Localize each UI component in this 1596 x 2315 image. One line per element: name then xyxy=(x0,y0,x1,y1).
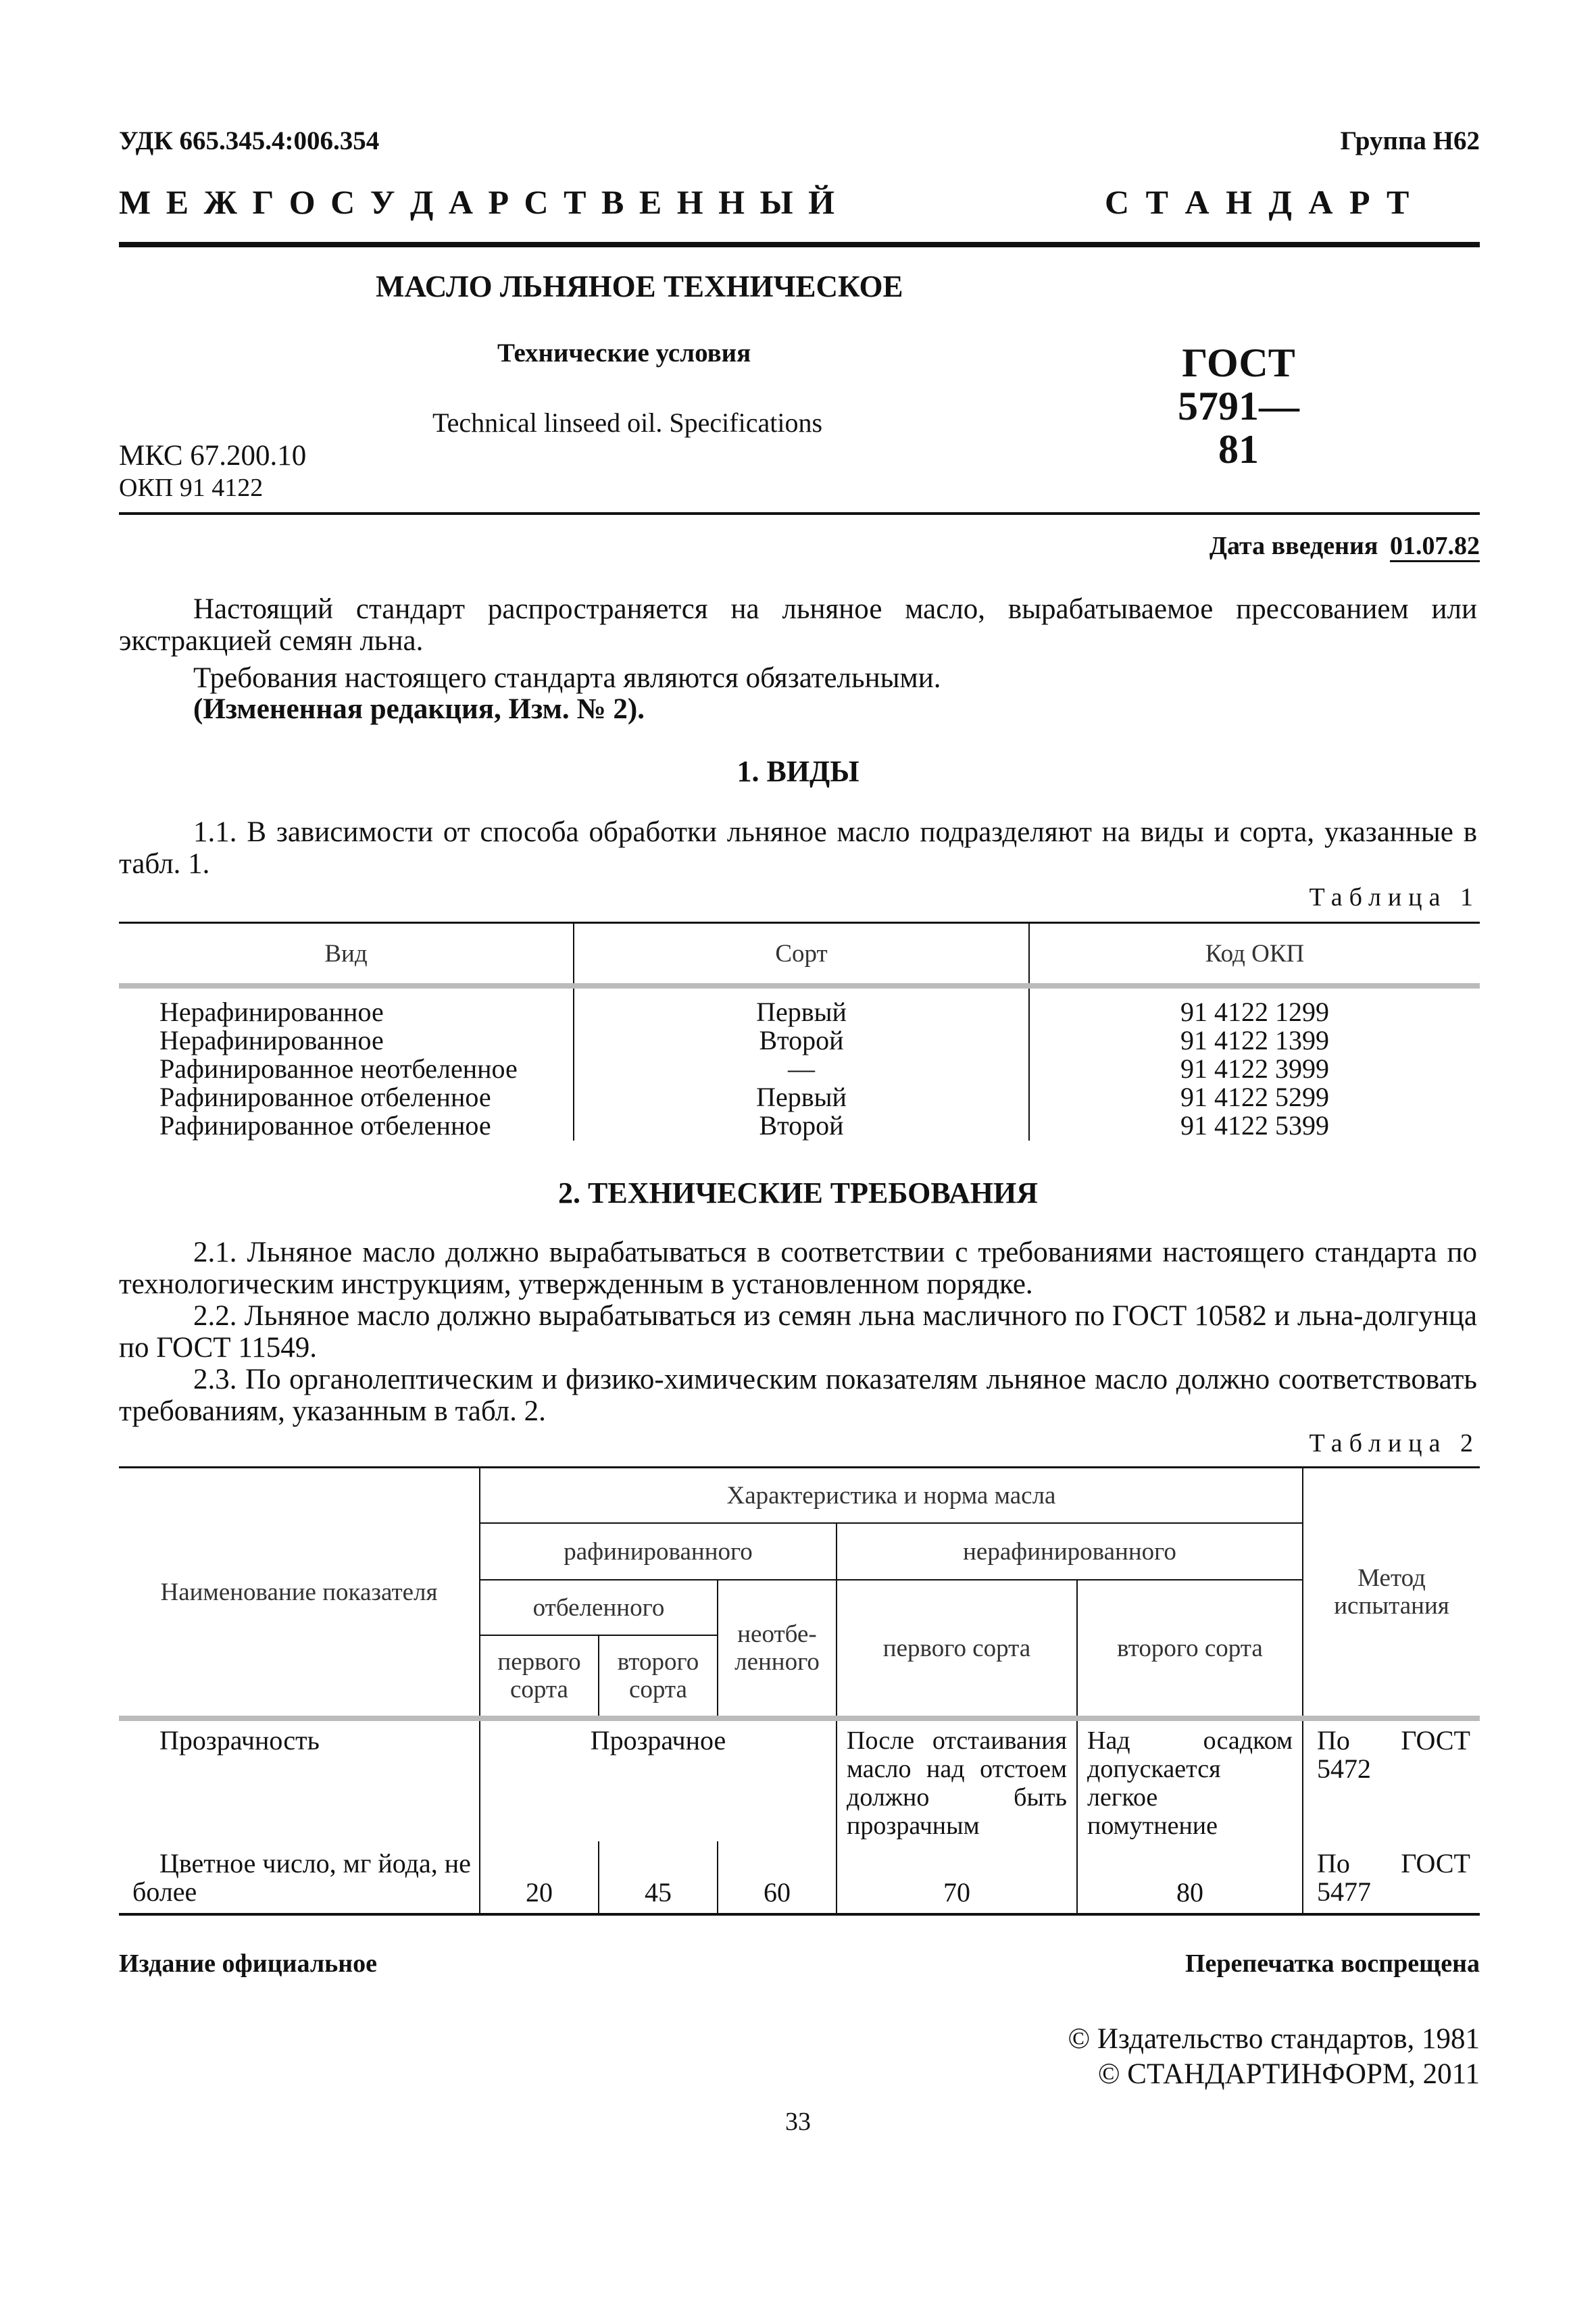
table-2-row-2-value-4: 70 xyxy=(837,1841,1077,1914)
section-2-paragraph-3: 2.3. По органолептическим и физико-химическим показателям льняное масло должно соответствовать требованиям, указанным в табл. 2. xyxy=(119,1364,1477,1427)
table-2-row-2-value-5: 80 xyxy=(1077,1841,1303,1914)
table-2-header-name: Наименование показателя xyxy=(119,1468,480,1719)
table-2-header-unrefined: нерафинированного xyxy=(837,1523,1303,1580)
table-1-cell: 91 4122 1299 xyxy=(1180,997,1329,1027)
official-edition: Издание официальное xyxy=(119,1949,378,1978)
gost-number: 5791—81 xyxy=(1178,384,1299,472)
table-2-row-1-refined: Прозрачное xyxy=(480,1718,837,1841)
date-line xyxy=(1210,531,1480,561)
table-1-sort-cells xyxy=(574,986,1029,1141)
table-2-header-characteristic: Характеристика и норма масла xyxy=(480,1468,1303,1524)
table-2-row-1-name: Прозрачность xyxy=(119,1718,480,1841)
table-1-cell: Рафинированное неотбеленное xyxy=(159,1053,518,1084)
okp-code: ОКП 91 4122 xyxy=(119,474,264,502)
table-2-header-row-1 xyxy=(119,1468,1480,1524)
table-1-cell: Первый xyxy=(756,1082,847,1112)
udk-code: УДК 665.345.4:006.354 xyxy=(119,126,380,155)
section-1-heading: 1. ВИДЫ xyxy=(737,755,859,788)
gost-label: ГОСТ xyxy=(1182,341,1295,385)
intro-amendment: (Измененная редакция, Изм. № 2). xyxy=(193,693,645,725)
section-2-paragraph-2: 2.2. Льняное масло должно вырабатываться из семян льна масличного по ГОСТ 10582 и льна-долгунца по ГОСТ 11549. xyxy=(119,1300,1477,1364)
table-2-header-bleached-second: второго сорта xyxy=(599,1635,718,1718)
table-row xyxy=(119,1841,1480,1914)
page-number: 33 xyxy=(785,2108,811,2136)
header-rule xyxy=(119,242,1480,247)
table-1-cell: 91 4122 3999 xyxy=(1180,1053,1329,1084)
table-1-cell: — xyxy=(788,1053,815,1084)
table-2-row-2-value-3: 60 xyxy=(718,1841,837,1914)
title-rule xyxy=(119,512,1480,515)
table-1-vid-cells xyxy=(119,986,574,1141)
table-2-label: Таблица 2 xyxy=(1309,1429,1480,1458)
copyright-1: © Издательство стандартов, 1981 xyxy=(1068,2023,1480,2055)
document-subtitle: Технические условия xyxy=(497,339,751,368)
table-2-row-2-value-1: 20 xyxy=(480,1841,599,1914)
table-1-cell: 91 4122 5399 xyxy=(1180,1110,1329,1141)
section-2-paragraph-1: 2.1. Льняное масло должно вырабатываться в соответствии с требованиями настоящего стандарта по технологическим инструкциям, утвержденным в установленном порядке. xyxy=(119,1237,1477,1300)
interstate-label: М Е Ж Г О С У Д А Р С Т В Е Н Н Ы Й xyxy=(119,183,839,221)
intro-paragraph-2: Требования настоящего стандарта являются обязательными. xyxy=(193,662,941,694)
copyright-2: © СТАНДАРТИНФОРМ, 2011 xyxy=(1097,2058,1480,2090)
table-1-label: Таблица 1 xyxy=(1309,883,1480,912)
table-row xyxy=(119,986,1480,1141)
document-title: МАСЛО ЛЬНЯНОЕ ТЕХНИЧЕСКОЕ xyxy=(376,270,903,303)
table-1-cell: 91 4122 5299 xyxy=(1180,1082,1329,1112)
table-1-cell: Нерафинированное xyxy=(159,1025,384,1055)
reprint-prohibited: Перепечатка воспрещена xyxy=(1184,1949,1480,1978)
table-2 xyxy=(119,1466,1480,1916)
table-2-header-refined: рафинированного xyxy=(480,1523,837,1580)
date-label: Дата введения xyxy=(1209,532,1378,560)
table-2-header-bleached: отбеленного xyxy=(480,1580,718,1635)
table-1-header-row xyxy=(119,923,1480,987)
copyright-block xyxy=(1068,2022,1480,2092)
section-1-paragraph: 1.1. В зависимости от способа обработки льняное масло подразделяют на виды и сорта, указанные в табл. 1. xyxy=(119,816,1477,880)
table-2-row-1-method: По ГОСТ 5472 xyxy=(1317,1725,1470,1784)
table-1-cell: Рафинированное отбеленное xyxy=(159,1110,491,1141)
table-1-header-vid: Вид xyxy=(119,923,574,987)
table-1-cell: Первый xyxy=(756,997,847,1027)
table-2-header-method: Метод испытания xyxy=(1303,1468,1480,1719)
table-1-cell: Рафинированное отбеленное xyxy=(159,1082,491,1112)
gost-block xyxy=(1162,341,1315,471)
table-1-cell: Второй xyxy=(759,1110,844,1141)
table-1-okp-cells xyxy=(1029,986,1480,1141)
table-1-header-sort: Сорт xyxy=(574,923,1029,987)
table-row xyxy=(119,1718,1480,1841)
table-2-row-1-unrefined-second: Над осадком допускается легкое помутнение xyxy=(1077,1718,1303,1841)
table-1-cell: Второй xyxy=(759,1025,844,1055)
table-2-row-2-value-2: 45 xyxy=(599,1841,718,1914)
table-2-row-2-name: Цветное число, мг йода, не более xyxy=(119,1841,480,1914)
table-2-row-1-unrefined-first: После отстаивания масло над отстоем должно быть прозрачным xyxy=(837,1718,1077,1841)
table-1-cell: 91 4122 1399 xyxy=(1180,1025,1329,1055)
table-1-header-okp: Код ОКП xyxy=(1205,939,1305,968)
table-2-row-2-method: По ГОСТ 5477 xyxy=(1317,1848,1470,1907)
intro-paragraph-1: Настоящий стандарт распространяется на льняное масло, вырабатываемое прессованием или экстракцией семян льна. xyxy=(119,593,1477,657)
table-1-cell: Нерафинированное xyxy=(159,997,384,1027)
table-1 xyxy=(119,922,1480,1141)
table-2-header-second-grade: второго сорта xyxy=(1077,1580,1303,1718)
english-title: Technical linseed oil. Specifications xyxy=(432,407,823,438)
table-2-header-first-grade: первого сорта xyxy=(837,1580,1077,1718)
mks-code: МКС 67.200.10 xyxy=(119,440,307,472)
standard-label: С Т А Н Д А Р Т xyxy=(1105,183,1414,221)
table-2-header-unbleached: неотбе-ленного xyxy=(718,1580,837,1718)
section-2-heading: 2. ТЕХНИЧЕСКИЕ ТРЕБОВАНИЯ xyxy=(558,1176,1038,1210)
date-value: 01.07.82 xyxy=(1390,532,1480,562)
table-2-header-bleached-first: первого сорта xyxy=(480,1635,599,1718)
group-code: Группа Н62 xyxy=(1340,126,1480,155)
